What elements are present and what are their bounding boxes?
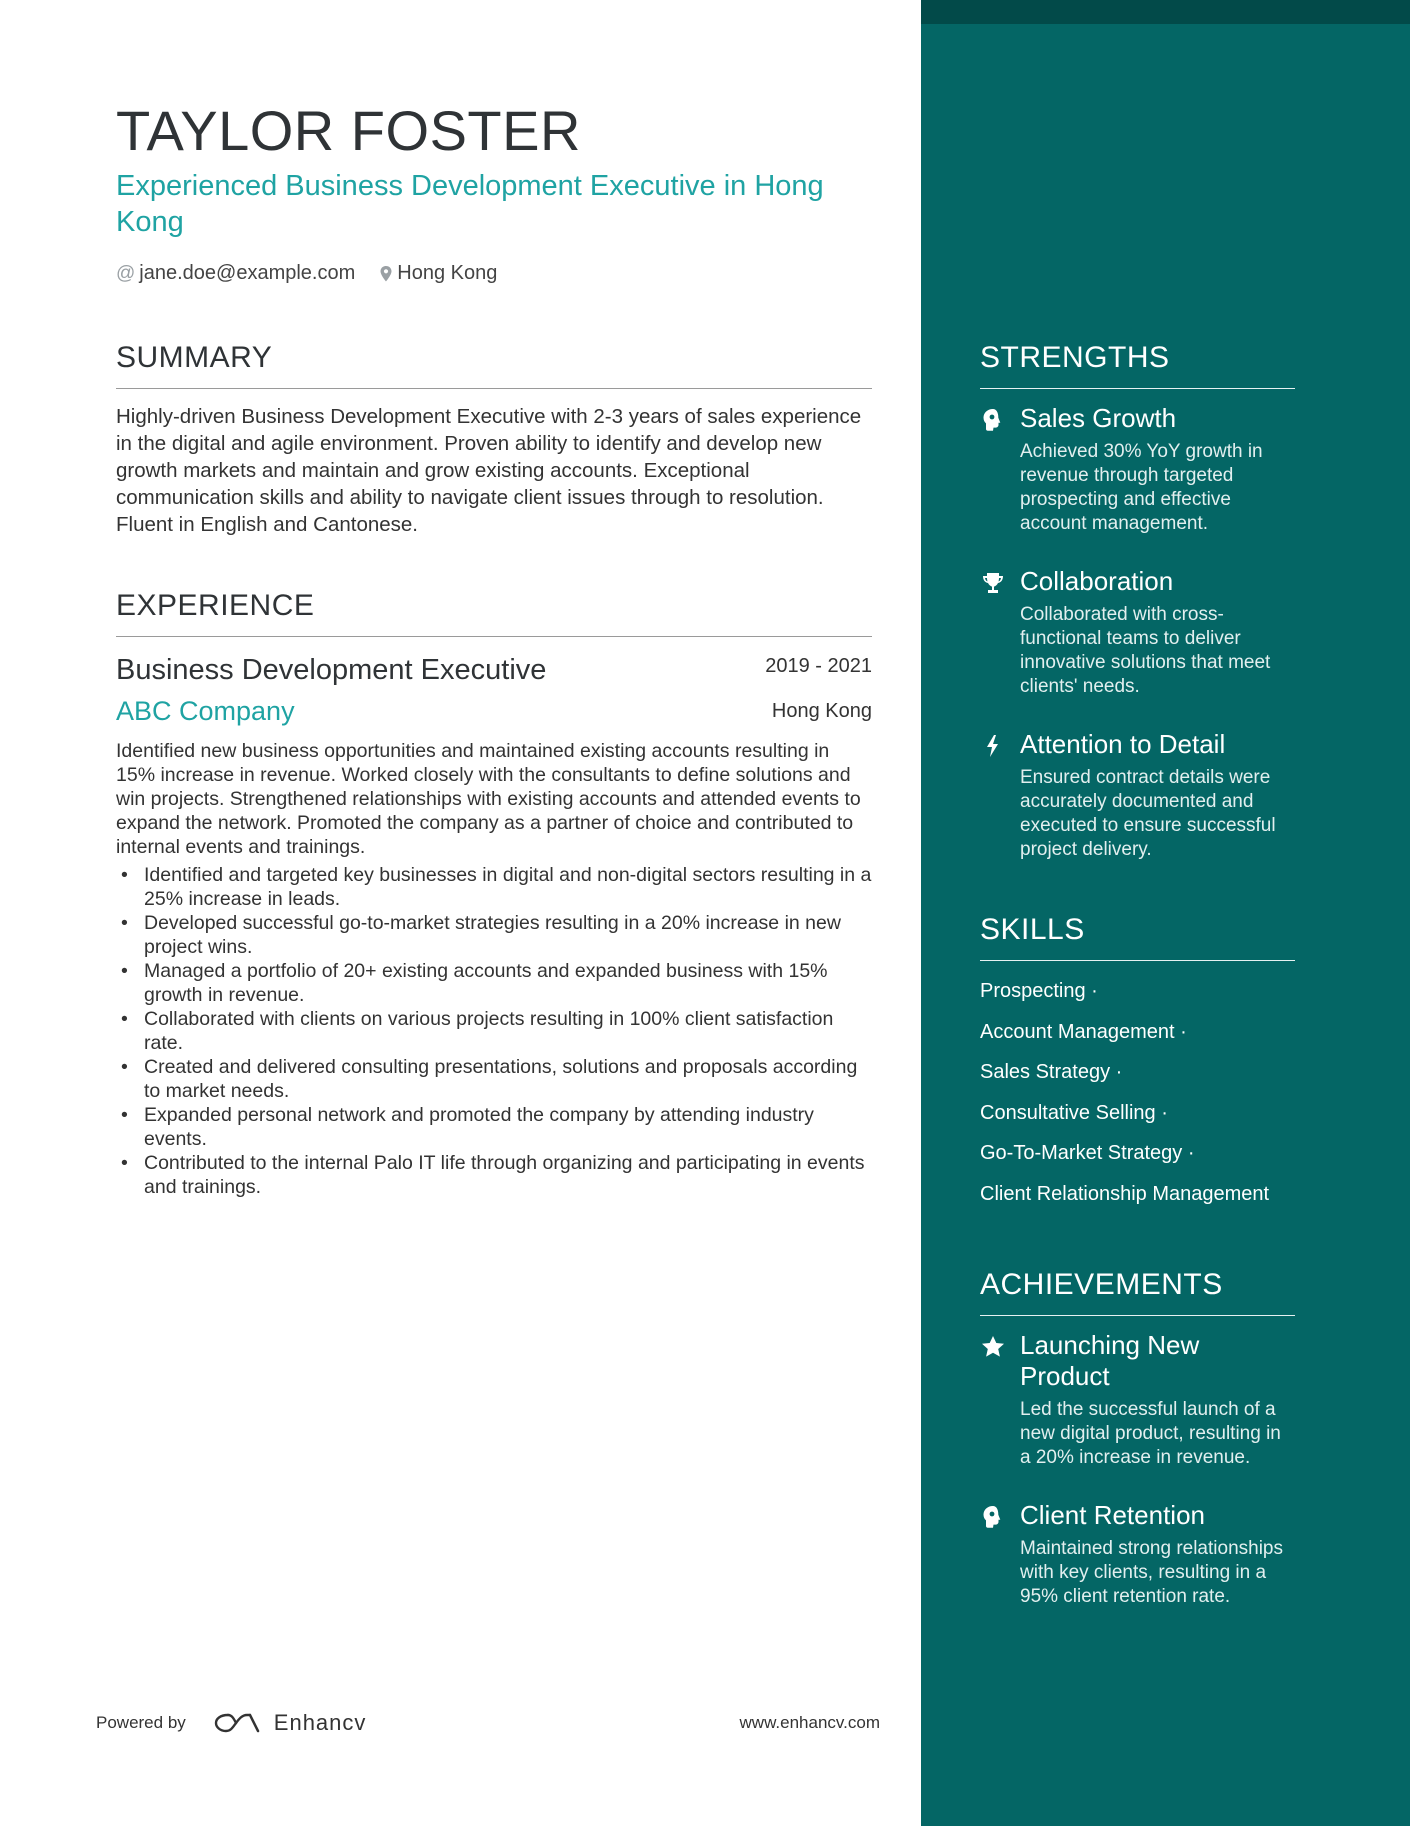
trophy-icon	[980, 566, 1020, 699]
footer-url-link[interactable]: www.enhancv.com	[739, 1713, 880, 1732]
achievement-title: Launching New Product	[1020, 1330, 1200, 1391]
strength-description: Achieved 30% YoY growth in revenue through targeted prospecting and effective account management.	[1020, 441, 1263, 534]
list-item: • Developed successful go-to-market strategies resulting in a 20% increase in new project wins.	[116, 911, 872, 959]
at-sign-icon: @	[116, 262, 136, 284]
list-item: • Expanded personal network and promoted the company by attending industry events.	[116, 1103, 872, 1151]
contact-row	[116, 262, 872, 285]
experience-section	[116, 588, 872, 1199]
job-description: Identified new business opportunities and maintained existing accounts resulting in 15% increase in revenue. Worked closely with the consultants to define solutions and win projects. Strengthened relationships with existing accounts and attended events to expand the network. Promoted the company as a partner of choice and contributed to internal events and trainings.	[116, 740, 861, 858]
enhancv-logo-icon	[214, 1711, 260, 1735]
list-item: • Managed a portfolio of 20+ existing accounts and expanded business with 15% growth in revenue.	[116, 959, 872, 1007]
strength-item	[980, 566, 1295, 699]
candidate-title: Experienced Business Development Executive in Hong Kong	[116, 170, 824, 238]
skills-section	[980, 912, 1295, 1214]
strengths-heading: STRENGTHS	[980, 340, 1295, 389]
job-location: Hong Kong	[771, 699, 872, 722]
sidebar-top-band	[921, 0, 1410, 24]
skills-list	[980, 971, 1295, 1214]
location-pin-icon	[379, 265, 393, 283]
brain-icon	[980, 1500, 1020, 1609]
skill-item: Prospecting ·	[980, 980, 1098, 1002]
job-dates: 2019 - 2021	[765, 655, 872, 677]
achievement-title: Client Retention	[1020, 1500, 1205, 1530]
enhancv-brand-text: Enhancv	[273, 1710, 367, 1735]
company-name: ABC Company	[116, 696, 295, 726]
job-bullets	[116, 863, 872, 1199]
skills-heading: SKILLS	[980, 912, 1295, 961]
strength-description: Ensured contract details were accurately documented and executed to ensure successful project delivery.	[1020, 767, 1276, 860]
strength-description: Collaborated with cross-functional teams to deliver innovative solutions that meet clients' needs.	[1020, 604, 1271, 697]
achievements-heading: ACHIEVEMENTS	[980, 1267, 1295, 1316]
strength-title: Sales Growth	[1020, 403, 1177, 433]
skill-item: Consultative Selling ·	[980, 1101, 1168, 1124]
achievements-section	[980, 1267, 1295, 1609]
strength-title: Collaboration	[1020, 566, 1174, 596]
job-title: Business Development Executive	[116, 654, 547, 686]
skill-item: Account Management ·	[980, 1020, 1187, 1043]
achievement-item	[980, 1500, 1295, 1609]
strength-item	[980, 729, 1295, 862]
strength-title: Attention to Detail	[1020, 729, 1226, 759]
skill-item: Client Relationship Management	[980, 1182, 1270, 1205]
job-header	[116, 651, 872, 689]
achievement-item	[980, 1330, 1295, 1470]
enhancv-logo[interactable]	[214, 1710, 367, 1736]
powered-by-label: Powered by	[96, 1713, 186, 1732]
strength-item	[980, 403, 1295, 536]
achievement-description: Maintained strong relationships with key clients, resulting in a 95% client retention rate.	[1020, 1538, 1283, 1607]
contact-email[interactable]	[116, 262, 355, 285]
experience-heading: EXPERIENCE	[116, 588, 872, 637]
star-icon	[980, 1330, 1020, 1470]
list-item: • Collaborated with clients on various projects resulting in 100% client satisfaction rate.	[116, 1007, 872, 1055]
candidate-name: TAYLOR FOSTER	[116, 99, 581, 162]
contact-location	[379, 262, 497, 285]
summary-text: Highly-driven Business Development Executive with 2-3 years of sales experience in the digital and agile environment. Proven ability to identify and develop new growth markets and maintain and grow existing accounts. Exceptional communication skills and ability to navigate client issues through to resolution. Fluent in English and Cantonese.	[116, 405, 862, 536]
resume-header	[116, 100, 872, 285]
skill-item: Go-To-Market Strategy ·	[980, 1142, 1195, 1164]
summary-heading: SUMMARY	[116, 340, 872, 389]
email-text: jane.doe@example.com	[139, 262, 356, 284]
footer	[96, 1706, 880, 1740]
location-text: Hong Kong	[397, 262, 498, 284]
brain-icon	[980, 403, 1020, 536]
skill-item: Sales Strategy ·	[980, 1061, 1123, 1083]
strengths-section	[980, 340, 1295, 862]
list-item: • Contributed to the internal Palo IT life through organizing and participating in events and trainings.	[116, 1151, 872, 1199]
summary-section	[116, 340, 872, 538]
list-item: • Created and delivered consulting presentations, solutions and proposals according to market needs.	[116, 1055, 872, 1103]
achievement-description: Led the successful launch of a new digital product, resulting in a 20% increase in revenue.	[1020, 1399, 1281, 1468]
list-item: • Identified and targeted key businesses in digital and non-digital sectors resulting in a 25% increase in leads.	[116, 863, 872, 911]
job-subheader	[116, 693, 872, 729]
lightning-icon	[980, 729, 1020, 862]
